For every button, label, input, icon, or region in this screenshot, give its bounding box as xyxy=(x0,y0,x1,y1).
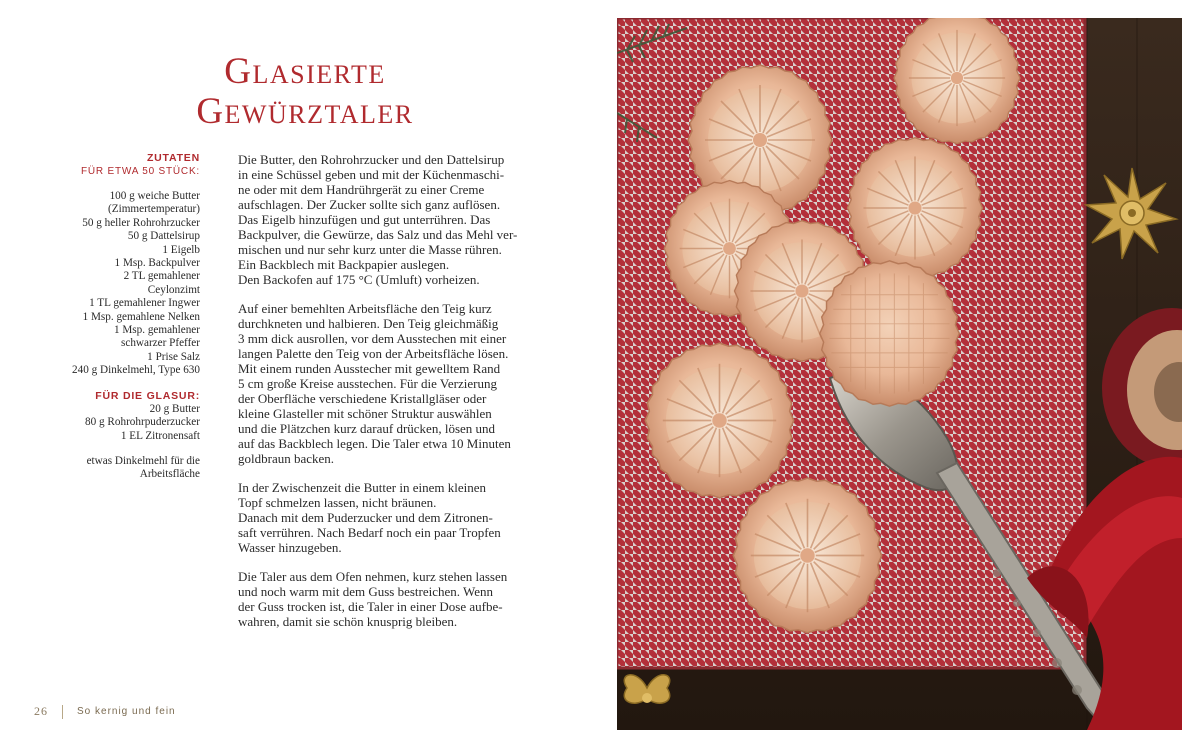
instruction-paragraph: Die Butter, den Rohrohrzucker und den Dattelsirup in eine Schüssel geben und mit der Küchenmaschi- ne oder mit dem Handrührgerät zu einer Creme aufschlagen. Der Zucker sollte sich ganz auflösen. Das Eigelb hinzufügen und gut unterrühren. Das Backpulver, die Gewürze, das Salz und das Mehl ver- mischen und nur sehr kurz unter die Masse rühren. Ein Backblech mit Backpapier auslegen. Den Backofen auf 175 °C (Umluft) vorheizen. xyxy=(238,152,518,287)
cookie-photo xyxy=(617,18,1182,730)
ingredient-item: 1 Prise Salz xyxy=(147,350,200,363)
glaze-heading: FÜR DIE GLASUR: xyxy=(95,389,200,402)
ingredient-item: 50 g Dattelsirup xyxy=(127,230,200,243)
instruction-paragraph: Auf einer bemehlten Arbeitsfläche den Teig kurz durchkneten und halbieren. Den Teig gleichmäßig 3 mm dick ausrollen, vor dem Ausstechen mit einer langen Palette den Teig von der Arbeitsfläche lösen. Mit einem runden Ausstecher mit gewelltem Rand 5 cm große Kreise ausstechen. Für die Verzierung der Oberfläche verschiedene Kristallgläser oder kleine Glasteller mit schöner Struktur auswählen und die Plätzchen kurz darauf drücken, lösen und auf das Backblech legen. Die Taler etwa 10 Minuten goldbraun backen. xyxy=(238,301,511,466)
cookie xyxy=(820,261,960,406)
instruction-paragraph: Die Taler aus dem Ofen nehmen, kurz stehen lassen und noch warm mit dem Guss bestreichen. Wenn der Guss trocken ist, die Taler in einer Dose aufbe- wahren, damit sie schön knusprig bleiben. xyxy=(238,569,508,629)
ingredient-item: 1 Msp. gemahlener schwarzer Pfeffer xyxy=(113,324,200,350)
glaze-item: 20 g Butter xyxy=(149,402,200,415)
recipe-title-line2: Gewürztaler xyxy=(196,91,414,132)
ingredient-item: 1 TL gemahlener Ingwer xyxy=(89,297,200,310)
recipe-title xyxy=(150,52,460,132)
section-title: So kernig und fein xyxy=(77,706,176,717)
ingredient-item: 50 g heller Rohrohrzucker xyxy=(82,216,200,229)
ingredient-extra: etwas Dinkelmehl für die Arbeitsfläche xyxy=(86,454,200,481)
ingredient-item: 240 g Dinkelmehl, Type 630 xyxy=(72,364,200,377)
ingredient-item: 2 TL gemahlener Ceylonzimt xyxy=(123,270,200,296)
ingredient-item: 1 Msp. gemahlene Nelken xyxy=(82,310,200,323)
ingredients-heading: ZUTATEN xyxy=(146,152,200,164)
cookie xyxy=(848,138,983,279)
instruction-paragraph: In der Zwischenzeit die Butter in einem kleinen Topf schmelzen lassen, nicht bräunen. Danach mit dem Puderzucker und dem Zitronen- saft verrühren. Nach Bedarf noch ein paar Tropfen Wasser hinzugeben. xyxy=(238,480,501,555)
glaze-item: 1 EL Zitronensaft xyxy=(120,429,200,442)
recipe-title-line1: Glasierte xyxy=(224,51,386,92)
ingredient-item: 1 Msp. Backpulver xyxy=(114,257,200,270)
page-number: 26 xyxy=(34,704,48,718)
page-footer xyxy=(34,704,176,719)
footer-divider xyxy=(62,705,63,719)
instructions xyxy=(238,152,538,643)
cookie xyxy=(733,478,882,633)
ingredients-yield: FÜR ETWA 50 STÜCK: xyxy=(80,166,200,177)
ingredient-item: 100 g weiche Butter (Zimmertemperatur) xyxy=(108,190,200,216)
ingredient-item: 1 Eigelb xyxy=(162,243,200,256)
ingredients-list xyxy=(60,152,200,482)
glaze-item: 80 g Rohrohrpuderzucker xyxy=(85,416,200,429)
cookie xyxy=(645,343,794,498)
